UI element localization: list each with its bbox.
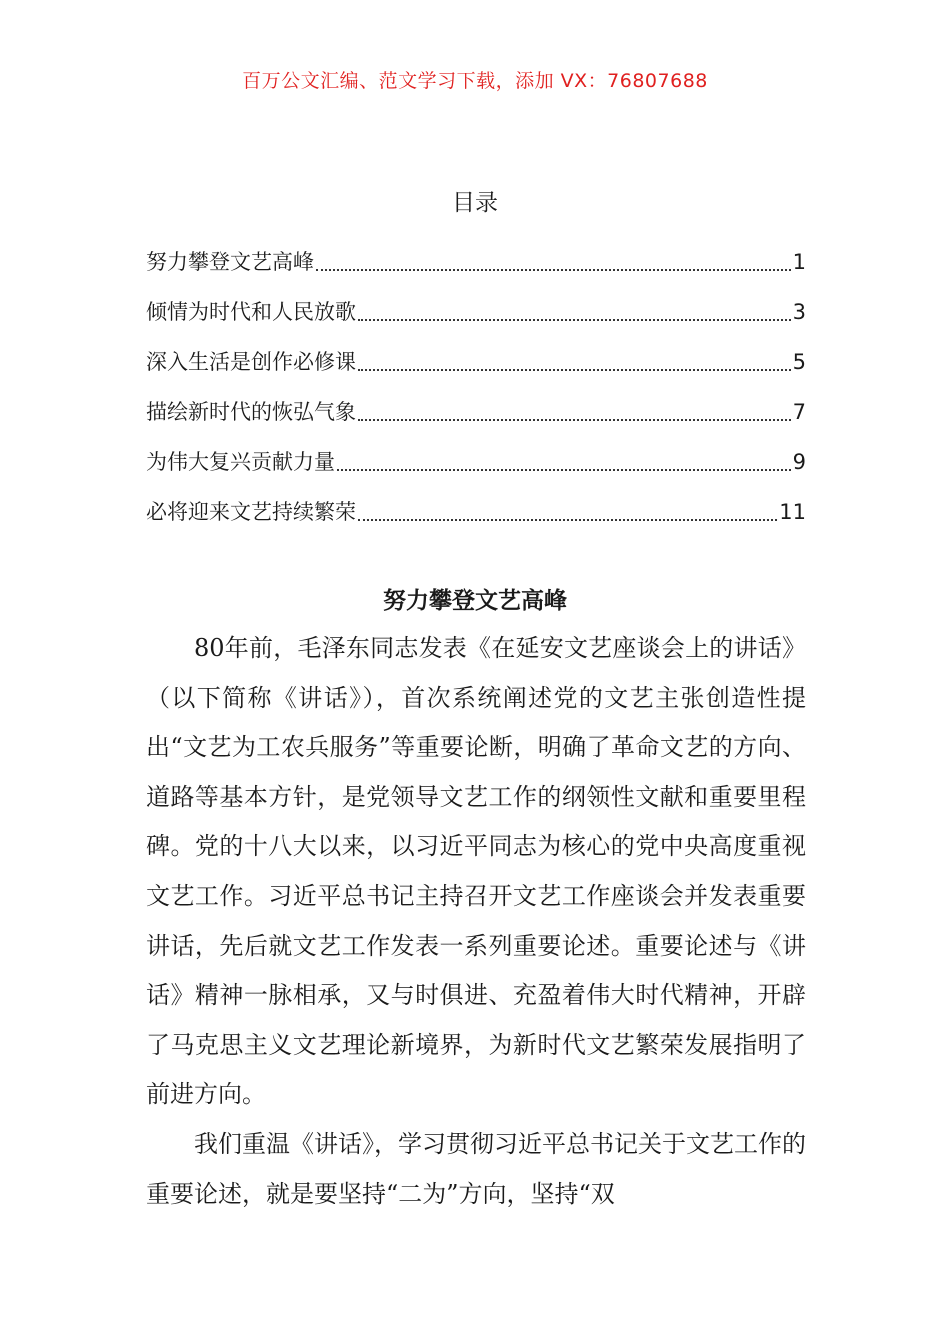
toc-entry[interactable] (146, 430, 806, 480)
table-of-contents (146, 230, 806, 530)
toc-entry-label: 深入生活是创作必修课 (146, 350, 356, 374)
toc-entry[interactable] (146, 380, 806, 430)
toc-entry-label: 努力攀登文艺高峰 (146, 250, 314, 274)
toc-entry-page: 5 (792, 350, 806, 374)
article-body (146, 624, 806, 1219)
toc-entry-page: 7 (792, 400, 806, 424)
body-paragraph: 80年前，毛泽东同志发表《在延安文艺座谈会上的讲话》（以下简称《讲话》），首次系统阐述党的文艺主张创造性提出“文艺为工农兵服务”等重要论断，明确了革命文艺的方向、道路等基本方针，是党领导文艺工作的纲领性文献和重要里程碑。党的十八大以来，以习近平同志为核心的党中央高度重视文艺工作。习近平总书记主持召开文艺工作座谈会并发表重要讲话，先后就文艺工作发表一系列重要论述。重要论述与《讲话》精神一脉相承，又与时俱进、充盈着伟大时代精神，开辟了马克思主义文艺理论新境界，为新时代文艺繁荣发展指明了前进方向。 (146, 634, 806, 1109)
toc-entry-label: 倾情为时代和人民放歌 (146, 300, 356, 324)
body-paragraph: 我们重温《讲话》，学习贯彻习近平总书记关于文艺工作的重要论述，就是要坚持“二为”方向，坚持“双 (146, 1129, 806, 1208)
toc-entry[interactable] (146, 230, 806, 280)
toc-leader-dots (358, 319, 791, 321)
toc-leader-dots (358, 369, 791, 371)
toc-entry-page: 9 (792, 450, 806, 474)
toc-entry-page: 1 (792, 250, 806, 274)
toc-leader-dots (358, 519, 777, 521)
toc-entry-label: 必将迎来文艺持续繁荣 (146, 500, 356, 524)
toc-title: 目录 (452, 190, 498, 216)
toc-entry[interactable] (146, 330, 806, 380)
toc-leader-dots (337, 469, 791, 471)
toc-entry-label: 描绘新时代的恢弘气象 (146, 400, 356, 424)
article-title: 努力攀登文艺高峰 (383, 588, 567, 614)
toc-leader-dots (358, 419, 791, 421)
toc-entry[interactable] (146, 280, 806, 330)
toc-entry[interactable] (146, 480, 806, 530)
toc-entry-page: 11 (779, 500, 806, 524)
toc-leader-dots (316, 269, 791, 271)
toc-entry-label: 为伟大复兴贡献力量 (146, 450, 335, 474)
toc-entry-page: 3 (792, 300, 806, 324)
header-banner: 百万公文汇编、范文学习下载，添加 VX：76807688 (242, 70, 708, 92)
